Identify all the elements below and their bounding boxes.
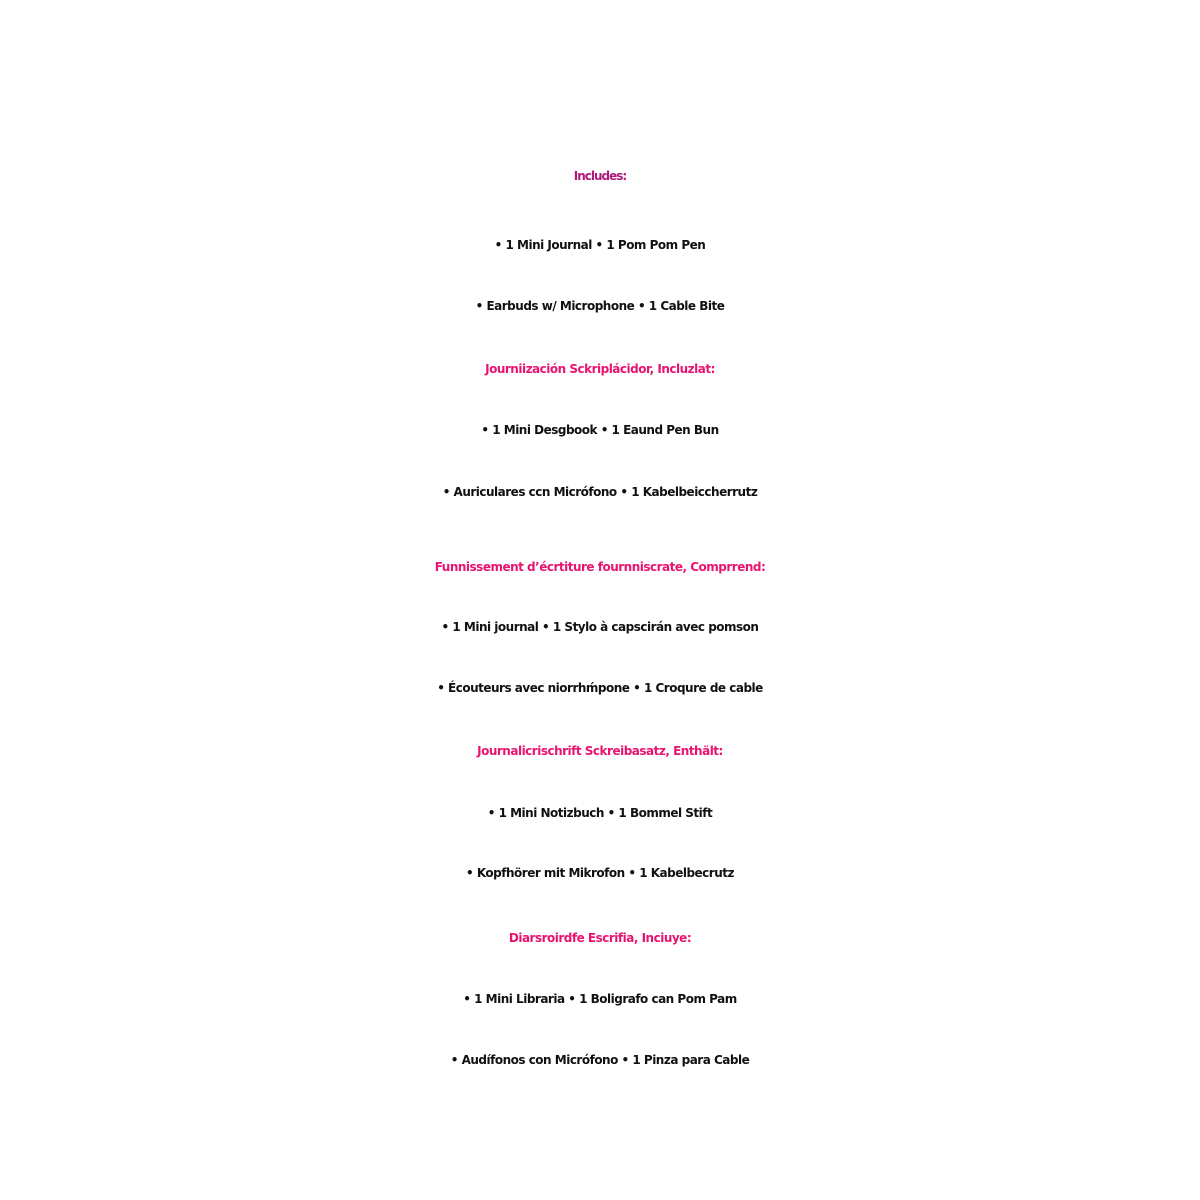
list-item: • 1 Mini Notizbuch • 1 Bommel Stift	[487, 806, 713, 820]
includes-title: Includes:	[573, 169, 627, 183]
section-heading-spanish: Journiización Sckriplácidor, Incluzlat:	[485, 362, 715, 376]
section-heading-spanish-mx: Diarsroirdfe Escrifia, Inciuye:	[508, 931, 692, 945]
list-item: • Écouteurs avec niorrhḿpone • 1 Croqure de cable	[437, 681, 763, 695]
list-item: • 1 Mini Journal • 1 Pom Pom Pen	[494, 238, 706, 252]
list-item: • Earbuds w/ Microphone • 1 Cable Bite	[475, 299, 725, 313]
list-item: • 1 Mini Desgbook • 1 Eaund Pen Bun	[481, 423, 719, 437]
list-item: • 1 Mini journal • 1 Stylo à capscirán avec pomson	[441, 620, 759, 634]
list-item: • 1 Mini Libraria • 1 Boligrafo can Pom Pam	[463, 992, 737, 1006]
list-item: • Audífonos con Micrófono • 1 Pinza para Cable	[450, 1053, 750, 1067]
list-item: • Kopfhörer mit Mikrofon • 1 Kabelbecrutz	[466, 866, 734, 880]
section-heading-french: Funnissement d’écrtiture fournniscrate, Comprrend:	[434, 560, 766, 574]
section-heading-german: Journalicrischrift Sckreibasatz, Enthält:	[477, 744, 723, 758]
list-item: • Auriculares ccn Micrófono • 1 Kabelbeiccherrutz	[442, 485, 758, 499]
